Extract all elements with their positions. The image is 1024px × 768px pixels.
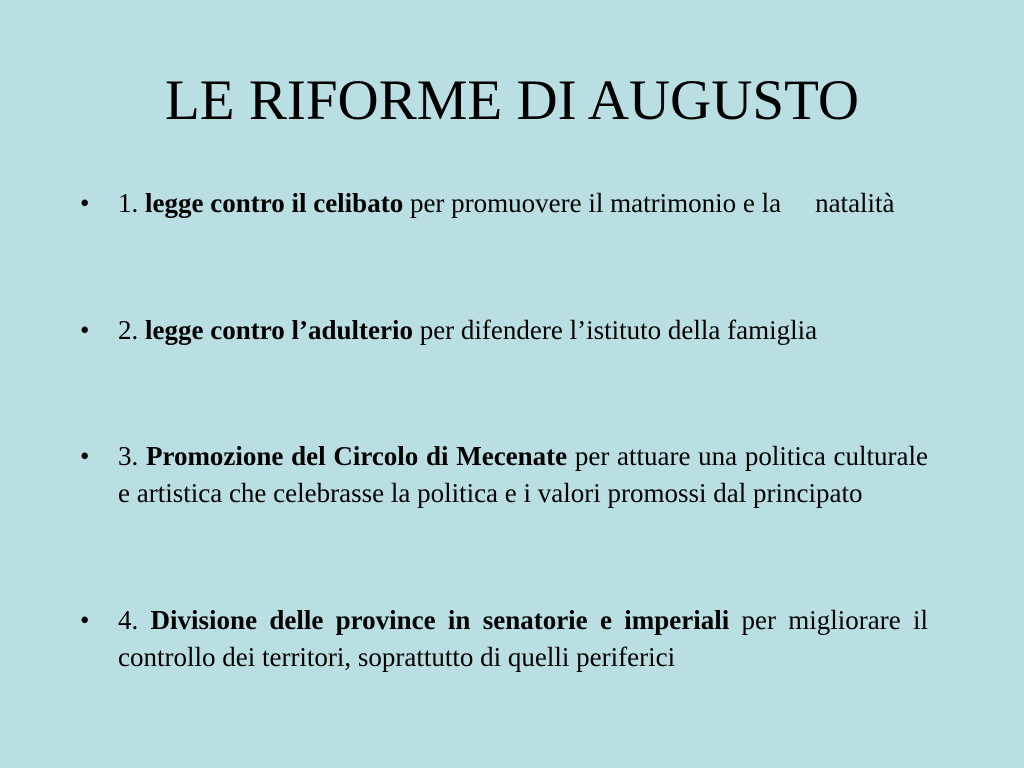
list-item-mecenate-circle	[80, 438, 928, 512]
item-description: per migliorare il controllo dei territori, soprattutto di quelli periferici	[118, 605, 929, 672]
list-item-celibacy-law	[80, 185, 928, 222]
bullet-icon: •	[80, 315, 90, 345]
item-number: 1.	[118, 188, 139, 218]
item-number: 2.	[118, 315, 139, 345]
list-item-text	[118, 312, 928, 349]
slide-title: LE RIFORME DI AUGUSTO	[164, 69, 860, 132]
list-item-text	[118, 185, 928, 222]
bullet-icon: •	[80, 441, 90, 471]
item-description-end: natalità	[815, 188, 895, 218]
list-item-adultery-law	[80, 312, 928, 349]
item-description: per attuare una politica culturale e artistica che celebrasse la politica e i valori promossi dal principato	[118, 441, 928, 508]
item-emphasis: legge contro il celibato	[145, 188, 404, 218]
list-item-text	[118, 438, 928, 512]
bullet-icon: •	[80, 605, 90, 635]
item-number: 3.	[118, 441, 139, 471]
list-item-province-division	[80, 602, 928, 676]
item-emphasis: Promozione del Circolo di Mecenate	[145, 441, 568, 471]
list-item-text	[118, 602, 928, 676]
item-emphasis: Divisione delle province in senatorie e imperiali	[150, 605, 730, 635]
bullet-icon: •	[80, 188, 90, 218]
item-emphasis: legge contro l’adulterio	[145, 315, 413, 345]
item-description: per difendere l’istituto della famiglia	[419, 315, 818, 345]
item-description: per promuovere il matrimonio e la	[409, 188, 782, 218]
item-number: 4.	[118, 605, 139, 635]
